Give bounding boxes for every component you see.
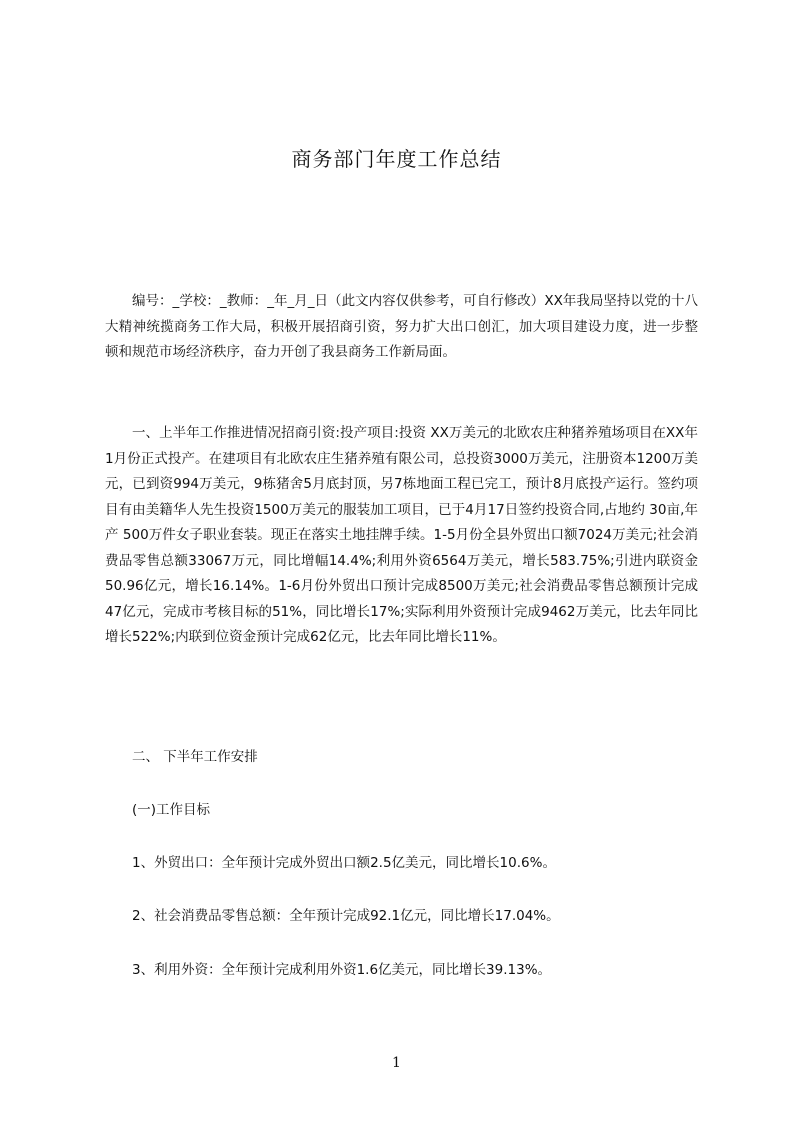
goal-item-export: 1、外贸出口：全年预计完成外贸出口额2.5亿美元，同比增长10.6%。	[132, 855, 556, 871]
document-title: 商务部门年度工作总结	[291, 147, 502, 171]
goal-item-retail: 2、社会消费品零售总额：全年预计完成92.1亿元，同比增长17.04%。	[132, 908, 560, 924]
page-number: 1	[392, 1055, 401, 1071]
subsection-heading: (一)工作目标	[132, 802, 211, 818]
intro-paragraph: 编号：_学校：_教师：_年_月_日（此文内容仅供参考，可自行修改）XX年我局坚持以党的十八大精神统揽商务工作大局，积极开展招商引资，努力扩大出口创汇，加大项目建设力度，进一步整顿和规范市场经济秩序，奋力开创了我县商务工作新局面。	[105, 293, 698, 360]
section1-paragraph: 一、上半年工作推进情况招商引资:投产项目:投资 XX万美元的北欧农庄种猪养殖场项目在XX年1月份正式投产。在建项目有北欧农庄生猪养殖有限公司，总投资3000万美元，注册资本1200万美元，已到资994万美元，9栋猪舍5月底封顶，另7栋地面工程已完工，预计8月底投产运行。签约项目有由美籍华人先生投资1500万美元的服装加工项目，已于4月17日签约投资合同,占地约 30亩,年产 500万件女子职业套装。现正在落实土地挂牌手续。1-5月份全县外贸出口额7024万美元;社会消费品零售总额33067万元，同比增幅14.4%;利用外资6564万美元，增长583.75%;引进内联资金50.96亿元，增长16.14%。1-6月份外贸出口预计完成8500万美元;社会消费品零售总额预计完成47亿元，完成市考核目标的51%，同比增长17%;实际利用外资预计完成9462万美元，比去年同比增长522%;内联到位资金预计完成62亿元，比去年同比增长11%。	[105, 425, 698, 645]
section2-heading: 二、 下半年工作安排	[132, 749, 258, 765]
goal-item-foreign-investment: 3、利用外资：全年预计完成利用外资1.6亿美元，同比增长39.13%。	[132, 962, 552, 978]
